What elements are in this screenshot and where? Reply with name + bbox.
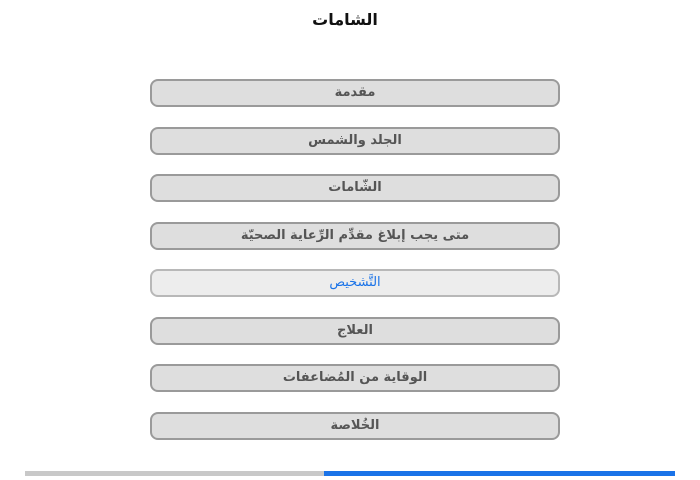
menu-item-skin-and-sun[interactable]: الجلد والشمس [150, 127, 560, 155]
menu-item-moles[interactable]: الشّامات [150, 174, 560, 202]
menu-item-preventing-complications[interactable]: الوقاية من المُضاعفات [150, 364, 560, 392]
progress-bar [25, 471, 675, 476]
menu-item-diagnosis[interactable]: التَّشخيص [150, 269, 560, 297]
menu-item-when-to-inform-provider[interactable]: متى يجب إبلاغ مقدِّم الرِّعاية الصحيّة [150, 222, 560, 250]
progress-bar-fill [324, 471, 675, 476]
menu-item-introduction[interactable]: مقدمة [150, 79, 560, 107]
menu-item-treatment[interactable]: العلاج [150, 317, 560, 345]
topic-menu [150, 79, 560, 459]
menu-item-summary[interactable]: الخُلاصة [150, 412, 560, 440]
page-title: الشامات [312, 10, 378, 29]
